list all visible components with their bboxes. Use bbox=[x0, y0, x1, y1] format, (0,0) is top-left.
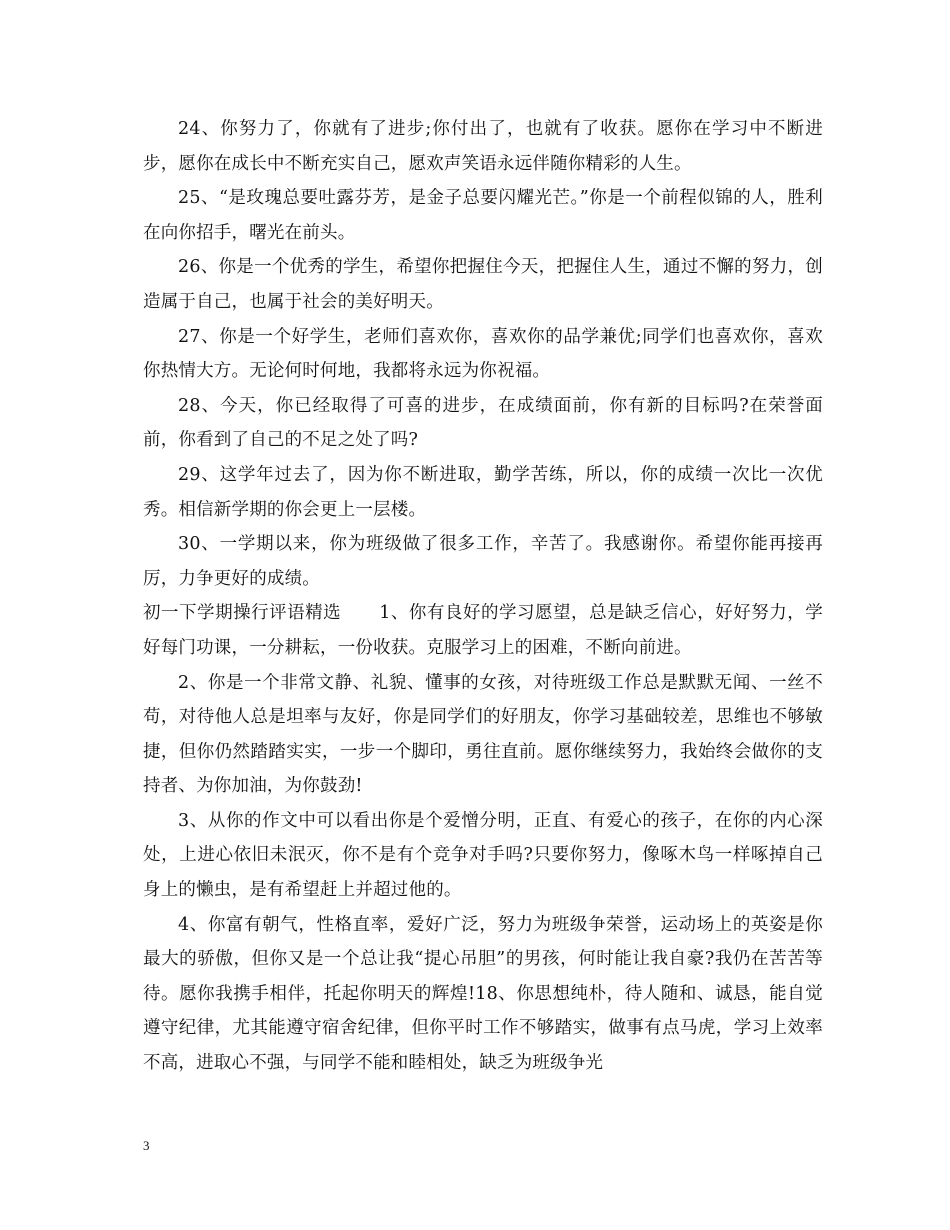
item-3: 3、从你的作文中可以看出你是个爱憎分明，正直、有爱心的孩子，在你的内心深处，上进心依旧未泯灭，你不是有个竞争对手吗?只要你努力，像啄木鸟一样啄掉自己身上的懒虫，是有希望赶上并超过他的。 bbox=[143, 810, 823, 901]
item-4: 4、你富有朝气，性格直率，爱好广泛，努力为班级争荣誉，运动场上的英姿是你最大的骄傲，但你又是一个总让我“提心吊胆”的男孩，何时能让我自豪?我仍在苦苦等待。愿你我携手相伴，托起你明天的辉煌!18、你思想纯朴，待人随和、诚恳，能自觉遵守纪律，尤其能遵守宿舍纪律，但你平时工作不够踏实，做事有点马虎，学习上效率不高，进取心不强，与同学不能和睦相处，缺乏为班级争光 bbox=[143, 914, 823, 1074]
section-first-item: 1、你有良好的学习愿望，总是缺乏信心，好好努力，学好每门功课，一分耕耘，一份收获。克服学习上的困难，不断向前进。 bbox=[143, 603, 824, 658]
paragraph-28: 28、今天，你已经取得了可喜的进步，在成绩面前，你有新的目标吗?在荣誉面前，你看到了自己的不足之处了吗? bbox=[143, 395, 823, 451]
item-2: 2、你是一个非常文静、礼貌、懂事的女孩，对待班级工作总是默默无闻、一丝不苟，对待他人总是坦率与友好，你是同学们的好朋友，你学习基础较差，思维也不够敏捷，但你仍然踏踏实实，一步一个脚印，勇往直前。愿你继续努力，我始终会做你的支持者、为你加油，为你鼓劲! bbox=[143, 672, 823, 797]
paragraph-30: 30、一学期以来，你为班级做了很多工作，辛苦了。我感谢你。希望你能再接再厉，力争更好的成绩。 bbox=[143, 534, 823, 589]
document-body bbox=[143, 112, 823, 1081]
section-heading: 初一下学期操行评语精选 bbox=[143, 603, 342, 624]
page-number: 3 bbox=[143, 1138, 150, 1153]
paragraph-24: 24、你努力了，你就有了进步;你付出了，也就有了收获。愿你在学习中不断进步，愿你在成长中不断充实自己，愿欢声笑语永远伴随你精彩的人生。 bbox=[143, 119, 823, 174]
paragraph-25: 25、“是玫瑰总要吐露芬芳，是金子总要闪耀光芒。”你是一个前程似锦的人，胜利在向你招手，曙光在前头。 bbox=[143, 188, 823, 243]
paragraph-29: 29、这学年过去了，因为你不断进取，勤学苦练，所以，你的成绩一次比一次优秀。相信新学期的你会更上一层楼。 bbox=[143, 464, 823, 520]
paragraph-27: 27、你是一个好学生，老师们喜欢你，喜欢你的品学兼优;同学们也喜欢你，喜欢你热情大方。无论何时何地，我都将永远为你祝福。 bbox=[143, 326, 823, 382]
paragraph-26: 26、你是一个优秀的学生，希望你把握住今天，把握住人生，通过不懈的努力，创造属于自己，也属于社会的美好明天。 bbox=[143, 257, 823, 312]
section-heading-paragraph bbox=[143, 596, 823, 665]
